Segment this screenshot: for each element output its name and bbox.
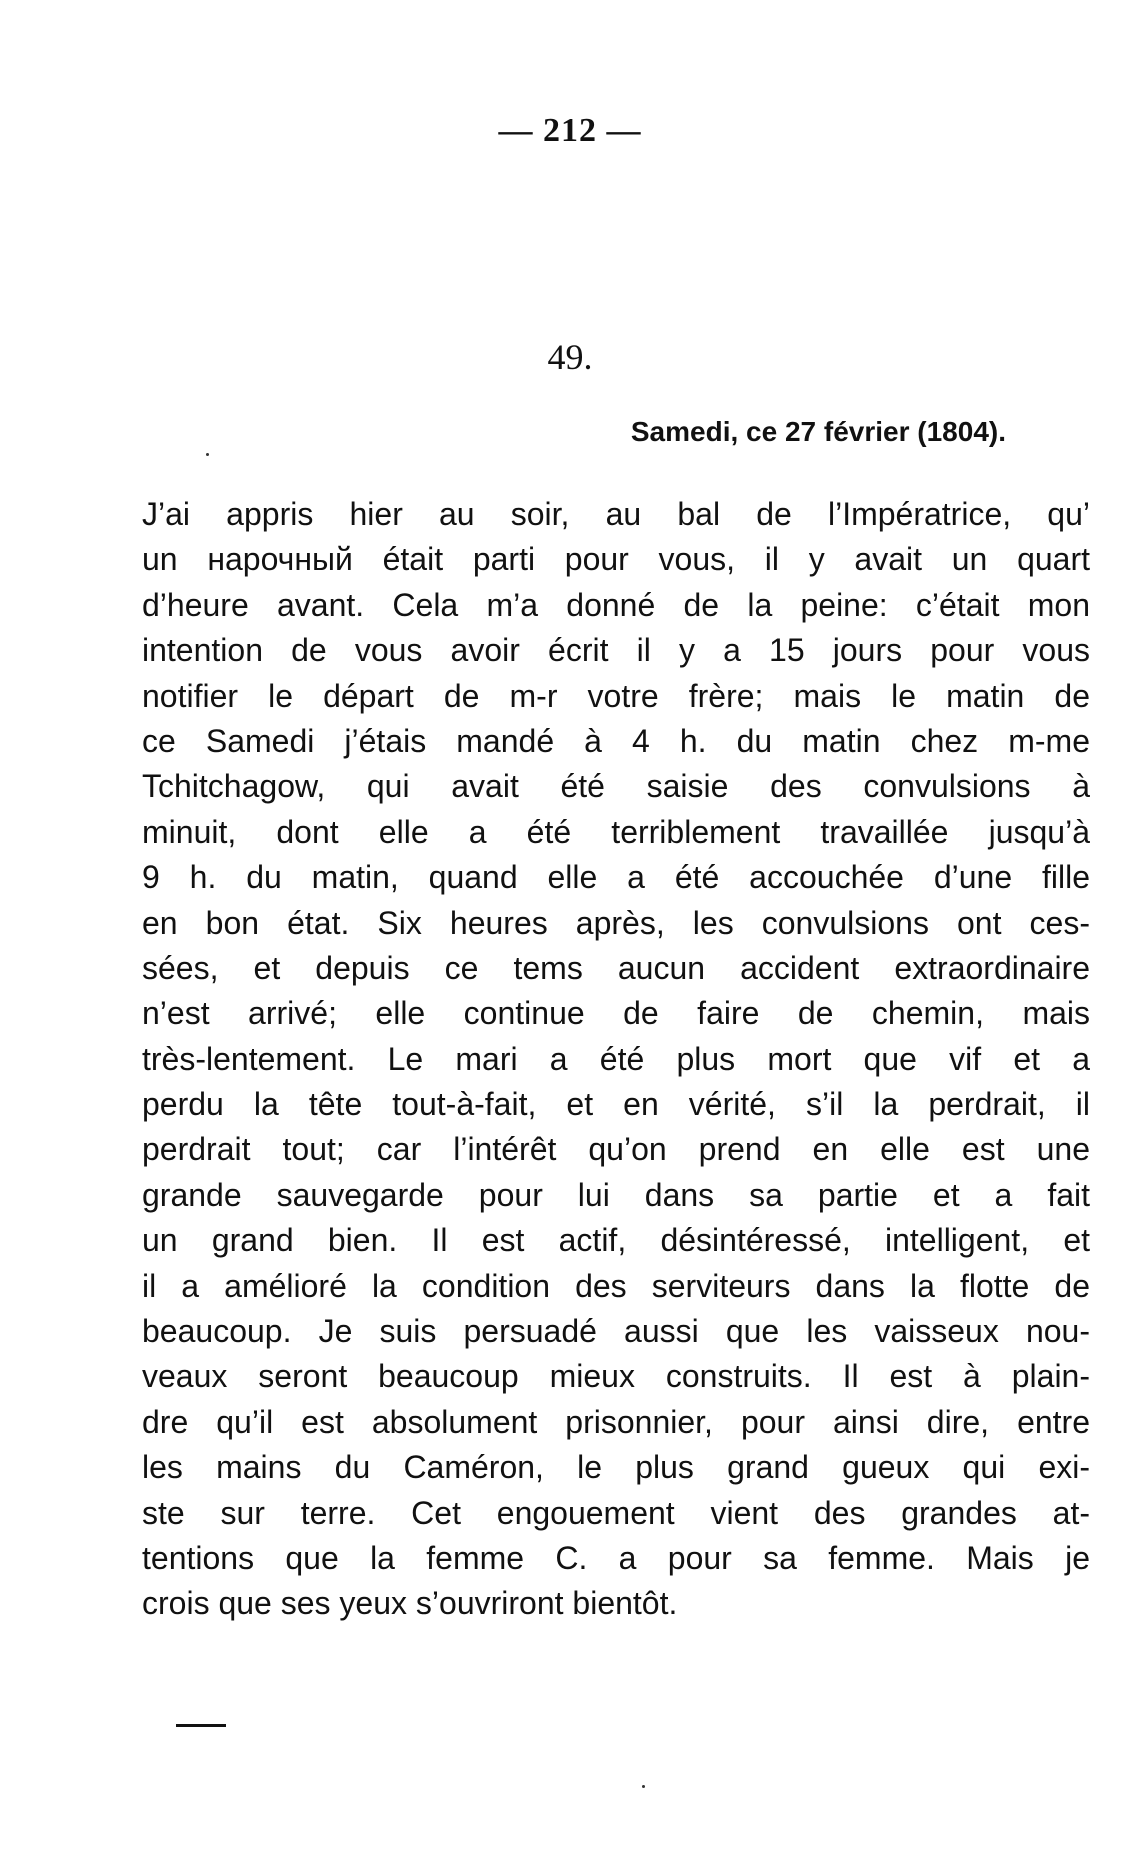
text-line: grande sauvegarde pour lui dans sa partie et a fait — [142, 1176, 1090, 1213]
text-line: minuit, dont elle a été terriblement travaillée jusqu’à — [142, 813, 1090, 850]
text-line: Tchitchagow, qui avait été saisie des convulsions à — [142, 768, 1090, 805]
text-line: il a amélioré la condition des serviteurs dans la flotte de — [142, 1267, 1090, 1304]
scan-speck — [206, 453, 209, 456]
text-line: notifier le départ de m-r votre frère; mais le matin de — [142, 677, 1090, 714]
text-line: J’ai appris hier au soir, au bal de l’Impératrice, qu’ — [142, 496, 1090, 532]
text-line: dre qu’il est absolument prisonnier, pour ainsi dire, entre — [142, 1403, 1090, 1440]
text-line: les mains du Caméron, le plus grand gueux qui exi- — [142, 1449, 1090, 1486]
text-line: beaucoup. Je suis persuadé aussi que les vaisseux nou- — [142, 1313, 1090, 1350]
letter-body — [142, 492, 1090, 1627]
text-line: tentions que la femme C. a pour sa femme. Mais je — [142, 1539, 1090, 1576]
text-line: veaux seront beaucoup mieux construits. Il est à plain- — [142, 1358, 1090, 1395]
scan-speck — [642, 1785, 645, 1788]
text-line: crois que ses yeux s’ouvriront bientôt. — [142, 1585, 678, 1622]
footer-rule — [176, 1724, 226, 1727]
text-line: très-lentement. Le mari a été plus mort que vif et a — [142, 1040, 1090, 1077]
text-line: un нарочный était parti pour vous, il y avait un quart — [142, 541, 1090, 578]
text-line: perdu la tête tout-à-fait, et en vérité, s’il la perdrait, il — [142, 1086, 1090, 1123]
text-line: 9 h. du matin, quand elle a été accouchée d’une fille — [142, 859, 1090, 896]
letter-number: 49. — [547, 337, 593, 377]
text-line: ste sur terre. Cet engouement vient des grandes at- — [142, 1494, 1090, 1531]
text-line: d’heure avant. Cela m’a donné de la peine: c’était mon — [142, 586, 1090, 623]
text-line: en bon état. Six heures après, les convulsions ont ces- — [142, 904, 1090, 941]
text-line: n’est arrivé; elle continue de faire de chemin, mais — [142, 995, 1090, 1032]
dateline: Samedi, ce 27 février (1804). — [630, 416, 1006, 447]
text-line: perdrait tout; car l’intérêt qu’on prend en elle est une — [142, 1131, 1090, 1168]
text-line: ce Samedi j’étais mandé à 4 h. du matin chez m-me — [142, 722, 1090, 759]
text-line: sées, et depuis ce tems aucun accident extraordinaire — [142, 949, 1090, 986]
text-line: intention de vous avoir écrit il y a 15 jours pour vous — [142, 632, 1090, 669]
text-line: un grand bien. Il est actif, désintéressé, intelligent, et — [142, 1222, 1090, 1259]
page-number: — 212 — — [498, 112, 642, 149]
